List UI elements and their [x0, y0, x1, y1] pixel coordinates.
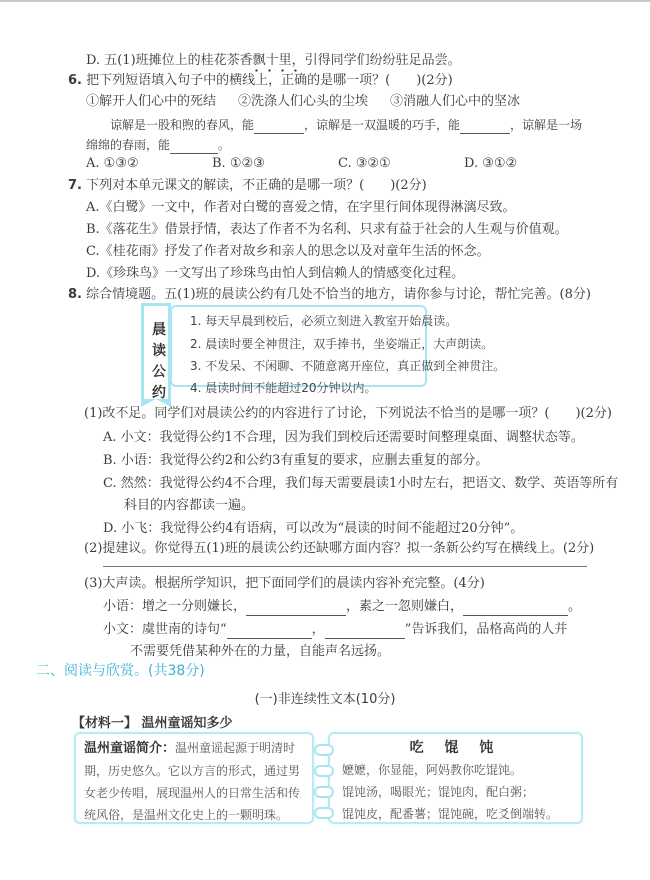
- answer-blank[interactable]: [254, 119, 304, 134]
- answer-blank[interactable]: [463, 601, 568, 616]
- binder-ring-icon: [314, 765, 334, 777]
- q6-phrases: ①解开人们心中的死结 ②洗涤人们心头的尘埃 ③消融人们心中的坚冰: [86, 94, 521, 109]
- q8-stem: 8. 综合情境题。五(1)班的晨读公约有几处不恰当的地方，请你参与讨论，帮忙完善。(8分): [68, 287, 591, 302]
- poem-line: 馄饨皮，配番薯；馄饨碗，吃爻倒端转。: [342, 807, 559, 821]
- poem-line: 馄饨汤，喝眼光；馄饨肉，配白粥；: [342, 785, 535, 799]
- top-border: [0, 0, 650, 2]
- rule-2: 2. 晨读时要全神贯注，双手捧书，坐姿端正，大声朗读。: [190, 337, 494, 351]
- q8-sub1-option-c-cont: 科目的内容都读一遍。: [124, 498, 255, 513]
- material-title: 【材料一】 温州童谣知多少: [72, 716, 233, 731]
- binder-ring-icon: [314, 786, 334, 798]
- rule-3: 3. 不发呆、不闲聊、不随意离开座位，真正做到全神贯注。: [190, 359, 506, 373]
- q8-sub3-line2: 小文：虞世南的诗句“ ， ”告诉我们，品格高尚的人并: [103, 622, 568, 637]
- q7-option-a[interactable]: A.《白鹭》一文中，作者对白鹭的喜爱之情，在字里行间体现得淋漓尽致。: [86, 200, 516, 215]
- intro-card: 温州童谣简介：温州童谣起源于明清时 期，历史悠久。它以方言的形式，通过男 女老少传唱，展现温州人的日常生活和传 统风俗，是温州文化史上的一颗明珠。: [74, 732, 314, 824]
- answer-blank[interactable]: [227, 624, 312, 639]
- q6-option-a[interactable]: A. ①③②: [86, 156, 139, 171]
- q8-sub1-option-c[interactable]: C. 然然：我觉得公约4不合理，我们每天需要晨读1小时左右，把语文、数学、英语等所有: [103, 476, 619, 491]
- rule-1: 1. 每天早晨到校后，必须立刻进入教室开始晨读。: [190, 314, 458, 328]
- q7-option-d[interactable]: D.《珍珠鸟》一文写出了珍珠鸟由怕人到信赖人的情感变化过程。: [86, 266, 465, 281]
- poem-title: 吃 馄 饨: [409, 740, 502, 756]
- answer-blank[interactable]: [325, 624, 405, 639]
- binder-ring-icon: [314, 744, 334, 756]
- binder-ring-icon: [314, 807, 334, 819]
- q8-sub3-stem: (3)大声读。根据所学知识，把下面同学们的晨读内容补充完整。(4分): [84, 576, 485, 591]
- q8-sub2-stem: (2)提建议。你觉得五(1)班的晨读公约还缺哪方面内容？拟一条新公约写在横线上。(2分): [84, 541, 595, 556]
- answer-blank[interactable]: [246, 601, 346, 616]
- rules-tab: [141, 303, 171, 402]
- poem-line: 嬷嬷，你显能，阿妈教你吃馄饨。: [342, 763, 523, 777]
- answer-blank[interactable]: [460, 119, 510, 134]
- q6-sentence-line2: 绵绵的春雨，能 。: [86, 138, 231, 152]
- q6-option-d[interactable]: D. ③①②: [464, 156, 518, 171]
- section-title: 二、阅读与欣赏。(共38分): [36, 663, 205, 679]
- q7-option-c[interactable]: C.《桂花雨》抒发了作者对故乡和亲人的思念以及对童年生活的怀念。: [86, 244, 490, 259]
- q6-stem: 6. 把下列短语填入句子中的横线上，正确的是哪一项？( )(2分): [68, 73, 453, 88]
- subsection-title: (一)非连续性文本(10分): [254, 692, 396, 707]
- q8-sub1-option-d[interactable]: D. 小飞：我觉得公约4有语病，可以改为“晨读的时间不能超过20分钟”。: [103, 521, 524, 536]
- q6-option-c[interactable]: C. ③②①: [338, 156, 391, 171]
- q7-option-b[interactable]: B.《落花生》借景抒情，表达了作者不为名利、只求有益于社会的人生观与价值观。: [86, 222, 568, 237]
- q6-sentence-line1: 谅解是一股和煦的春风，能 ，谅解是一双温暖的巧手，能 ，谅解是一场: [110, 118, 583, 132]
- q5-option-d: D. 五(1)班摊位上的桂花茶香飘十里，引得同学们纷纷驻足品尝。: [86, 53, 461, 68]
- rules-title: 晨 读 公 约: [152, 322, 166, 401]
- rule-4: 4. 晨读时间不能超过20分钟以内。: [190, 381, 377, 395]
- q8-sub1-stem: (1)改不足。同学们对晨读公约的内容进行了讨论，下列说法不恰当的是哪一项？( )(2分): [84, 406, 612, 421]
- answer-line[interactable]: [103, 566, 587, 567]
- q8-sub1-option-b[interactable]: B. 小语：我觉得公约2和公约3有重复的要求，应删去重复的部分。: [103, 453, 489, 468]
- answer-blank[interactable]: [170, 139, 218, 154]
- q7-stem: 7. 下列对本单元课文的解读，不正确的是哪一项？( )(2分): [68, 178, 427, 193]
- q8-sub1-option-a[interactable]: A. 小文：我觉得公约1不合理，因为我们到校后还需要时间整理桌面、调整状态等。: [103, 430, 584, 445]
- emphasis-dots: [248, 66, 300, 68]
- q8-sub3-line3: 不需要凭借某种外在的力量，自能声名远扬。: [130, 644, 391, 659]
- q6-option-b[interactable]: B. ①②③: [212, 156, 265, 171]
- poem-card: [328, 732, 583, 824]
- q8-sub3-line1: 小语：增之一分则嫌长， ，素之一忽则嫌白， 。: [103, 599, 582, 614]
